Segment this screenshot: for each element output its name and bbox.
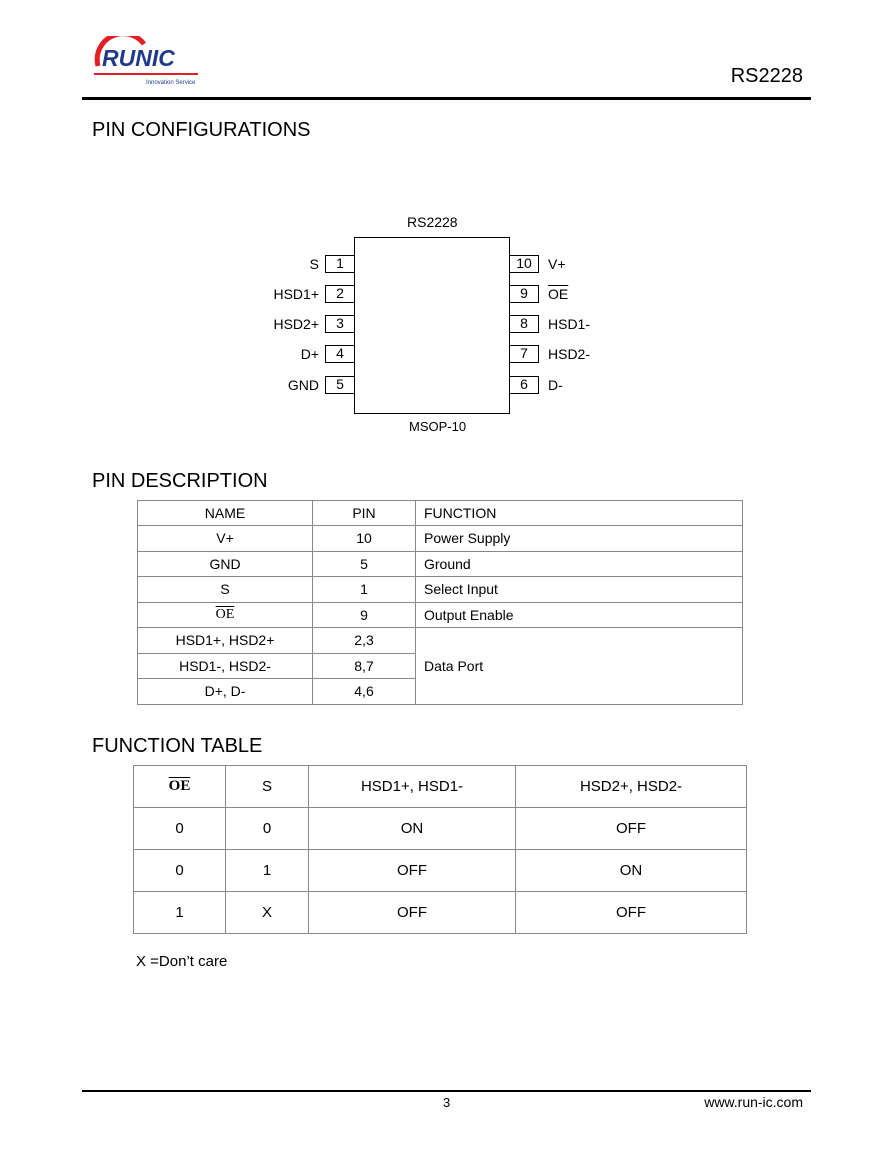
pin-9-box: 9 [509, 285, 539, 303]
table-cell: Ground [416, 551, 743, 577]
pin-desc-title: PIN DESCRIPTION [92, 470, 268, 492]
table-cell: 10 [313, 526, 416, 552]
header-s: S [226, 766, 309, 808]
table-cell: ON [516, 850, 747, 892]
header-rule [82, 97, 811, 100]
table-cell: OFF [309, 850, 516, 892]
pin-10-box: 10 [509, 255, 539, 273]
table-cell: ON [309, 808, 516, 850]
pin-5-box: 5 [325, 376, 355, 394]
dont-care-note: X =Don’t care [136, 953, 228, 970]
table-cell: Power Supply [416, 526, 743, 552]
website-link[interactable]: www.run-ic.com [704, 1094, 803, 1110]
pin-6-box: 6 [509, 376, 539, 394]
table-cell: S [138, 577, 313, 603]
table-cell: D+, D- [138, 679, 313, 705]
table-cell: 0 [226, 808, 309, 850]
table-cell: 5 [313, 551, 416, 577]
chip-body [354, 237, 510, 414]
table-cell: OFF [516, 808, 747, 850]
pin-config-title: PIN CONFIGURATIONS [92, 119, 311, 141]
pin-description-table [137, 500, 743, 705]
pin-10-label: V+ [548, 256, 566, 272]
header-name: NAME [138, 501, 313, 526]
table-cell: OFF [309, 892, 516, 934]
table-cell: GND [138, 551, 313, 577]
pin-2-box: 2 [325, 285, 355, 303]
pin-3-box: 3 [325, 315, 355, 333]
table-cell: 0 [134, 808, 226, 850]
part-number: RS2228 [730, 65, 803, 87]
pin-8-box: 8 [509, 315, 539, 333]
header-function: FUNCTION [416, 501, 743, 526]
table-cell: 1 [313, 577, 416, 603]
table-cell: 0 [134, 850, 226, 892]
page-number: 3 [443, 1095, 451, 1110]
table-cell: Output Enable [416, 602, 743, 628]
table-cell: 4,6 [313, 679, 416, 705]
runic-logo [90, 36, 200, 86]
table-cell: 2,3 [313, 628, 416, 654]
table-cell: 1 [134, 892, 226, 934]
chip-package: MSOP-10 [409, 419, 467, 434]
chip-name: RS2228 [407, 214, 458, 230]
pin-7-box: 7 [509, 345, 539, 363]
svg-text:Innovation Service: Innovation Service [146, 80, 196, 86]
pin-2-label: HSD1+ [273, 286, 319, 302]
table-cell: V+ [138, 526, 313, 552]
func-table-title: FUNCTION TABLE [92, 735, 263, 757]
pin-1-box: 1 [325, 255, 355, 273]
table-cell: Select Input [416, 577, 743, 603]
table-cell: 8,7 [313, 653, 416, 679]
table-cell: HSD1-, HSD2- [138, 653, 313, 679]
pin-7-label: HSD2- [548, 346, 591, 362]
table-cell: 9 [313, 602, 416, 628]
table-cell: HSD1+, HSD2+ [138, 628, 313, 654]
header-oe: $\overline{OE}$ [134, 766, 226, 808]
footer-rule [82, 1090, 811, 1092]
pin-4-label: D+ [300, 346, 319, 362]
pin-8-label: HSD1- [548, 316, 591, 332]
pin-9-label: $\overline{OE}$ [548, 286, 569, 302]
pin-3-label: HSD2+ [273, 316, 319, 332]
table-cell: Data Port [416, 628, 743, 705]
pin-6-label: D- [548, 377, 563, 393]
table-cell: X [226, 892, 309, 934]
table-cell: OFF [516, 892, 747, 934]
pin-5-label: GND [287, 377, 319, 393]
header-hsd1: HSD1+, HSD1- [309, 766, 516, 808]
function-table [133, 765, 747, 934]
header-hsd2: HSD2+, HSD2- [516, 766, 747, 808]
pin-1-label: S [309, 256, 319, 272]
header-pin: PIN [313, 501, 416, 526]
table-cell: 1 [226, 850, 309, 892]
pin-4-box: 4 [325, 345, 355, 363]
table-cell: $\overline{OE}$ [138, 602, 313, 628]
svg-text:RUNIC: RUNIC [102, 45, 175, 71]
